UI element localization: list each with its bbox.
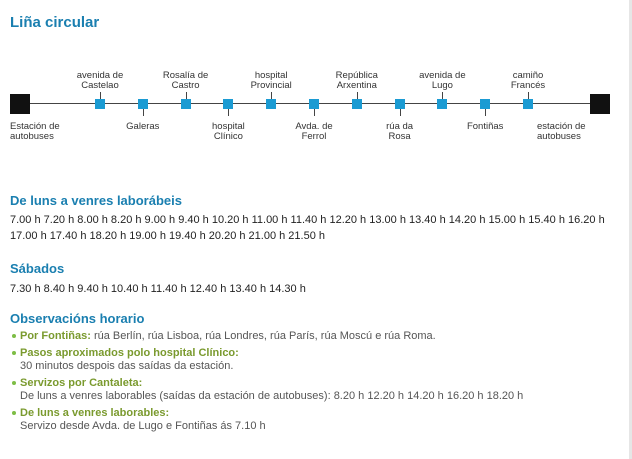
stop-marker — [437, 99, 447, 109]
start-terminal-marker — [10, 94, 30, 114]
stop-tick — [357, 92, 358, 99]
observations-title: Observacións horario — [10, 311, 145, 326]
stop-marker — [181, 99, 191, 109]
stop-tick — [528, 92, 529, 99]
stop-label: rúa da Rosa — [386, 121, 414, 142]
page-title: Liña circular — [10, 14, 100, 31]
observations-list — [12, 330, 612, 437]
stop-marker — [138, 99, 148, 109]
stop-tick — [228, 109, 229, 116]
stop-tick — [271, 92, 272, 99]
stop-marker — [95, 99, 105, 109]
stop-tick — [143, 109, 144, 116]
stop-marker — [523, 99, 533, 109]
stop-tick — [442, 92, 443, 99]
stop-label: hospital Clínico — [212, 121, 245, 142]
stop-label: hospital Provincial — [250, 70, 292, 91]
stop-label: camiño Francés — [510, 70, 546, 91]
observation-item — [12, 347, 612, 373]
stop-tick — [100, 92, 101, 99]
observation-detail: 30 minutos despois das saídas da estación. — [20, 360, 234, 372]
end-terminal-marker — [590, 94, 610, 114]
stop-marker — [480, 99, 490, 109]
end-terminal-label: estación de autobuses — [537, 121, 586, 142]
observation-detail: De luns a venres laborables (saídas da estación de autobuses): 8.20 h 12.20 h 14.20 h 16.20 h 18.20 h — [20, 390, 524, 402]
observation-detail: Servizo desde Avda. de Lugo e Fontiñas ás 7.10 h — [20, 420, 266, 432]
observation-label: Pasos aproximados polo hospital Clínico: — [20, 347, 239, 359]
observation-label: Servizos por Cantaleta: — [20, 377, 143, 389]
route-diagram — [0, 60, 632, 150]
stop-label: Avda. de Ferrol — [295, 121, 333, 142]
stop-marker — [395, 99, 405, 109]
stop-label: avenida de Lugo — [419, 70, 466, 91]
stop-tick — [186, 92, 187, 99]
observation-item — [12, 377, 612, 403]
bullet-icon — [12, 411, 16, 415]
bullet-icon — [12, 351, 16, 355]
observation-item — [12, 330, 612, 343]
bullet-icon — [12, 381, 16, 385]
stop-marker — [223, 99, 233, 109]
stop-marker — [266, 99, 276, 109]
observation-text: rúa Berlín, rúa Lisboa, rúa Londres, rúa París, rúa Moscú e rúa Roma. — [90, 330, 436, 342]
stop-tick — [485, 109, 486, 116]
start-terminal-label: Estación de autobuses — [10, 121, 60, 142]
stop-marker — [352, 99, 362, 109]
stop-label: Fontiñas — [466, 121, 504, 132]
stop-tick — [314, 109, 315, 116]
observation-label: De luns a venres laborables: — [20, 407, 170, 419]
weekdays-times: 7.00 h 7.20 h 8.00 h 8.20 h 9.00 h 9.40 h 10.20 h 11.00 h 11.40 h 12.20 h 13.00 h 13.40 h 14.20 h 15.00 h 15.40 h 16.20 h 17.00 h 17.40 h 18.20 h 19.00 h 19.40 h 20.20 h 21.00 h 21.50 h — [10, 214, 605, 242]
saturdays-title: Sábados — [10, 261, 65, 276]
stop-tick — [400, 109, 401, 116]
saturdays-times: 7.30 h 8.40 h 9.40 h 10.40 h 11.40 h 12.40 h 13.40 h 14.30 h — [10, 283, 306, 295]
bullet-icon — [12, 334, 16, 338]
stop-label: Galeras — [126, 121, 160, 132]
observation-label: Por Fontiñas: — [20, 330, 91, 342]
stop-label: avenida de Castelao — [76, 70, 124, 91]
stop-label: República Arxentina — [335, 70, 378, 91]
stop-marker — [309, 99, 319, 109]
stop-label: Rosalía de Castro — [162, 70, 209, 91]
weekdays-title: De luns a venres laborábeis — [10, 193, 182, 208]
observation-item — [12, 407, 612, 433]
